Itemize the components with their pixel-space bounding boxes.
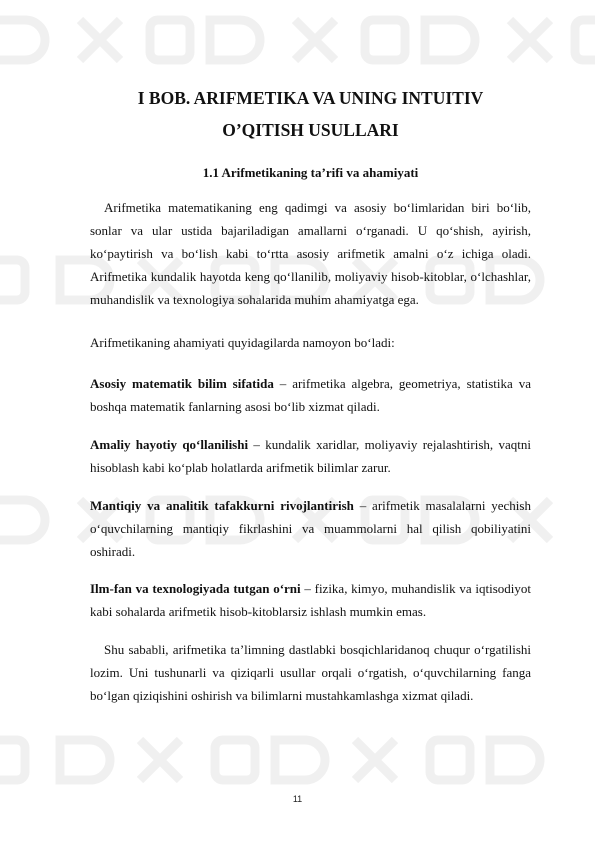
importance-item-text: – kundalik xaridlar, moliyaviy rejalashtirish, vaqtni hisoblash kabi ko‘plab holatlarda arifmetik bilimlar zarur. [90,437,531,475]
importance-item-science-technology [90,577,531,623]
chapter-title-line-2: O’QITISH USULLARI [222,120,399,140]
chapter-title-line-1: I BOB. ARIFMETIKA VA UNING INTUITIV [137,88,484,108]
page-number: 11 [292,794,303,804]
importance-item-practical-use [90,433,531,479]
importance-lead-paragraph: Arifmetikaning ahamiyati quyidagilarda namoyon bo‘ladi: [90,335,395,350]
importance-item-title: Mantiqiy va analitik tafakkurni rivojlantirish [90,498,354,513]
importance-item-text: – arifmetika algebra, geometriya, statistika va boshqa matematik fanlarning asosi bo‘lib xizmat qiladi. [90,376,531,414]
importance-item-text: – arifmetik masalalarni yechish o‘quvchilarning mantiqiy fikrlashini va muammolarni hal qilish qobiliyatini oshiradi. [90,498,531,559]
importance-item-title: Ilm-fan va texnologiyada tutgan o‘rni [90,581,301,596]
importance-item-basic-knowledge [90,372,531,418]
importance-item-title: Asosiy matematik bilim sifatida [90,376,274,391]
conclusion-paragraph: Shu sababli, arifmetika ta’limning dastlabki bosqichlaridanoq chuqur o‘rgatilishi lozim. Uni tushunarli va qiziqarli usullar orqali o‘rgatish, o‘quvchilarning fanga bo‘lgan qiziqishini oshirish va bilimlarni mustahkamlashga xizmat qiladi. [90,642,531,703]
intro-paragraph: Arifmetika matematikaning eng qadimgi va asosiy bo‘limlaridan biri bo‘lib, sonlar va ular ustida bajariladigan amallarni o‘rganadi. U qo‘shish, ayirish, ko‘paytirish va bo‘lish kabi to‘rtta asosiy arifmetik amalni o‘z ichiga oladi. Arifmetika kundalik hayotda keng qo‘llanilib, moliyaviy hisob-kitoblar, o‘lchashlar, muhandislik va texnologiya sohalarida muhim ahamiyatga ega. [90,200,531,307]
section-heading: 1.1 Arifmetikaning ta’rifi va ahamiyati [202,165,419,180]
importance-item-logical-thinking [90,494,531,563]
importance-item-text: – fizika, kimyo, muhandislik va iqtisodiyot kabi sohalarda arifmetik hisob-kitoblarsiz ishlash mumkin emas. [90,581,532,619]
importance-item-title: Amaliy hayotiy qo‘llanilishi [90,437,249,452]
